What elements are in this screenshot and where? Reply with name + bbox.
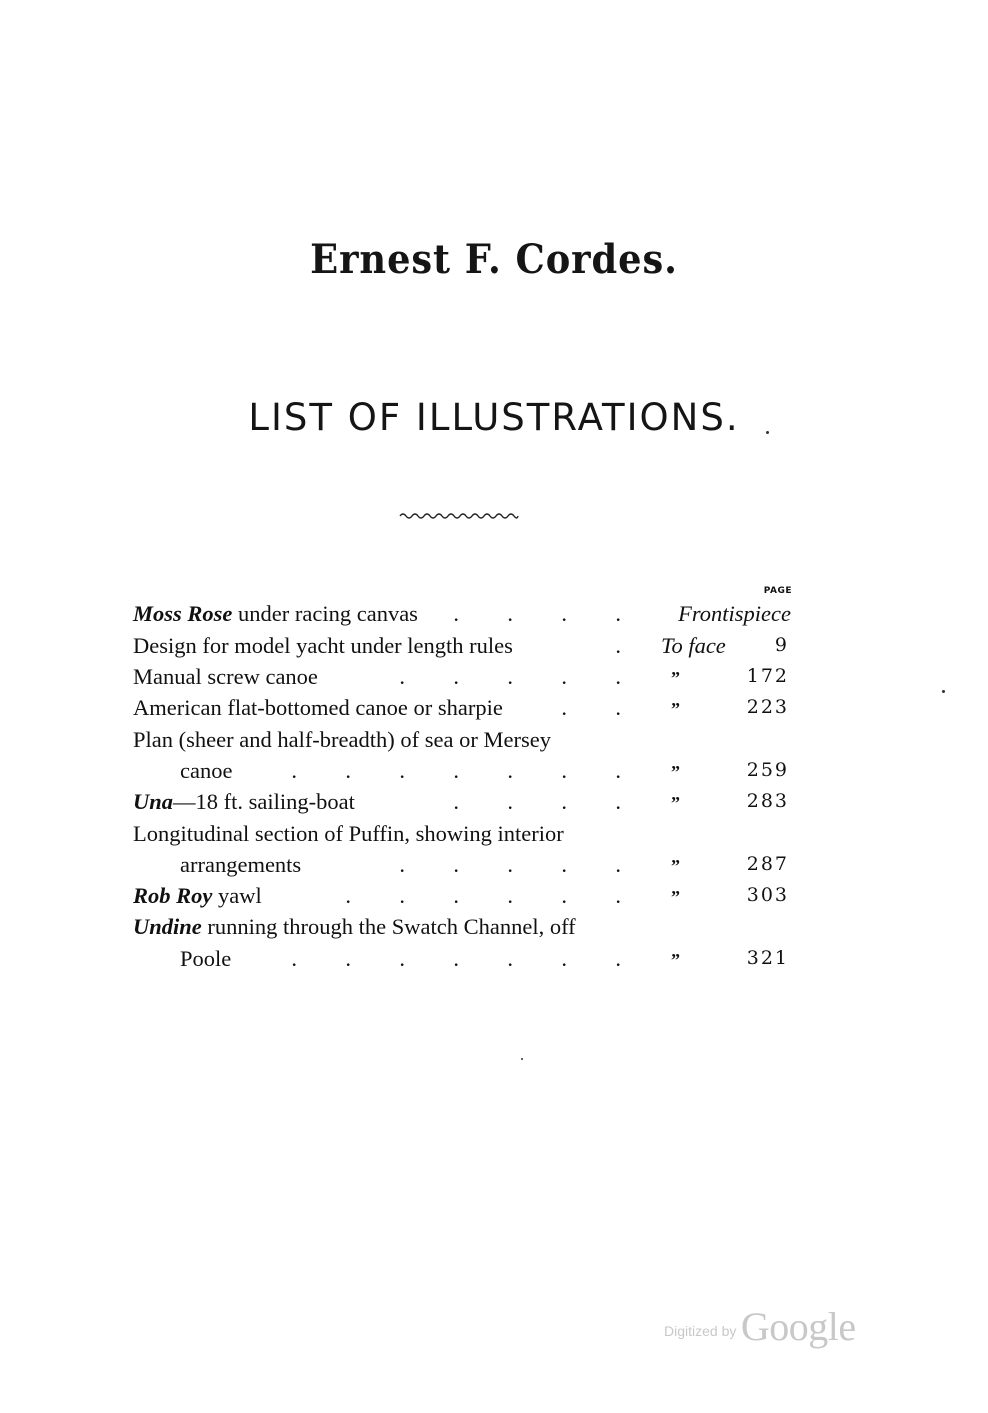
- page-number: 9: [774, 634, 789, 656]
- stray-mark: [521, 1058, 523, 1060]
- entry-title: American flat-bottomed canoe or sharpie: [133, 695, 503, 720]
- list-item: [133, 630, 795, 661]
- ditto-mark: ”: [671, 699, 680, 719]
- entry-title: arrangements: [180, 852, 302, 877]
- list-item: [133, 661, 795, 692]
- watermark-small: Digitized by: [664, 1323, 737, 1339]
- leader-dots: . .: [561, 695, 621, 720]
- page-number: 287: [746, 853, 789, 875]
- entry-title: Longitudinal section of Puffin, showing interior: [133, 821, 564, 846]
- leader-dots: . . . . . . .: [291, 946, 621, 971]
- entry-title: Design for model yacht under length rules: [133, 633, 513, 658]
- leader-dots: . . . . .: [399, 852, 621, 877]
- entry-italic: Una: [133, 789, 174, 814]
- entry-title: Poole: [180, 946, 232, 971]
- ditto-mark: ”: [671, 762, 680, 782]
- entry-title: Moss Rose under racing canvas: [133, 601, 418, 626]
- ornament-rule: [398, 510, 520, 522]
- leader-dots: . . . . . .: [345, 883, 621, 908]
- page-ref: Frontispiece: [678, 601, 791, 626]
- ditto-mark: ”: [671, 668, 680, 688]
- entry-title: Undine running through the Swatch Channel, off: [133, 914, 576, 939]
- page-number: 303: [746, 884, 789, 906]
- entry-title: canoe: [180, 758, 233, 783]
- list-item: [133, 818, 795, 849]
- entry-title: Una—18 ft. sailing-boat: [133, 789, 355, 814]
- list-item: [133, 755, 795, 786]
- stray-mark: [766, 431, 769, 434]
- signature: Ernest F. Cordes.: [310, 236, 678, 283]
- page-number: 259: [746, 759, 789, 781]
- leader-dots: .: [615, 633, 621, 658]
- page-title: LIST OF ILLUSTRATIONS.: [248, 396, 740, 439]
- leader-dots: . . . .: [453, 789, 621, 814]
- leader-dots: . . . .: [453, 601, 621, 626]
- list-item: [133, 598, 795, 629]
- stray-mark: [942, 690, 945, 693]
- entry-italic: Moss Rose: [133, 601, 233, 626]
- entry-italic: Rob Roy: [133, 883, 213, 908]
- page-number: 223: [746, 696, 789, 718]
- page-ref: To face: [661, 633, 726, 658]
- entry-title: Plan (sheer and half-breadth) of sea or Mersey: [133, 727, 551, 752]
- page-number: 283: [746, 790, 789, 812]
- entry-title: Rob Roy yawl: [133, 883, 262, 908]
- list-item: [133, 911, 795, 942]
- list-item: [133, 724, 795, 755]
- ditto-mark: ”: [671, 793, 680, 813]
- ditto-mark: ”: [671, 887, 680, 907]
- leader-dots: . . . . . . .: [291, 758, 621, 783]
- ditto-mark: ”: [671, 856, 680, 876]
- list-item: [133, 786, 795, 817]
- list-item: [133, 943, 795, 974]
- page-number: 172: [746, 665, 789, 687]
- ditto-mark: ”: [671, 950, 680, 970]
- list-item: [133, 692, 795, 723]
- leader-dots: . . . . .: [399, 664, 621, 689]
- entry-title: Manual screw canoe: [133, 664, 318, 689]
- list-item: [133, 880, 795, 911]
- watermark: [664, 1303, 856, 1350]
- page-column-header: PAGE: [763, 586, 792, 596]
- watermark-logo: Google: [740, 1304, 856, 1349]
- entry-italic: Undine: [133, 914, 202, 939]
- list-item: [133, 849, 795, 880]
- page-number: 321: [746, 947, 789, 969]
